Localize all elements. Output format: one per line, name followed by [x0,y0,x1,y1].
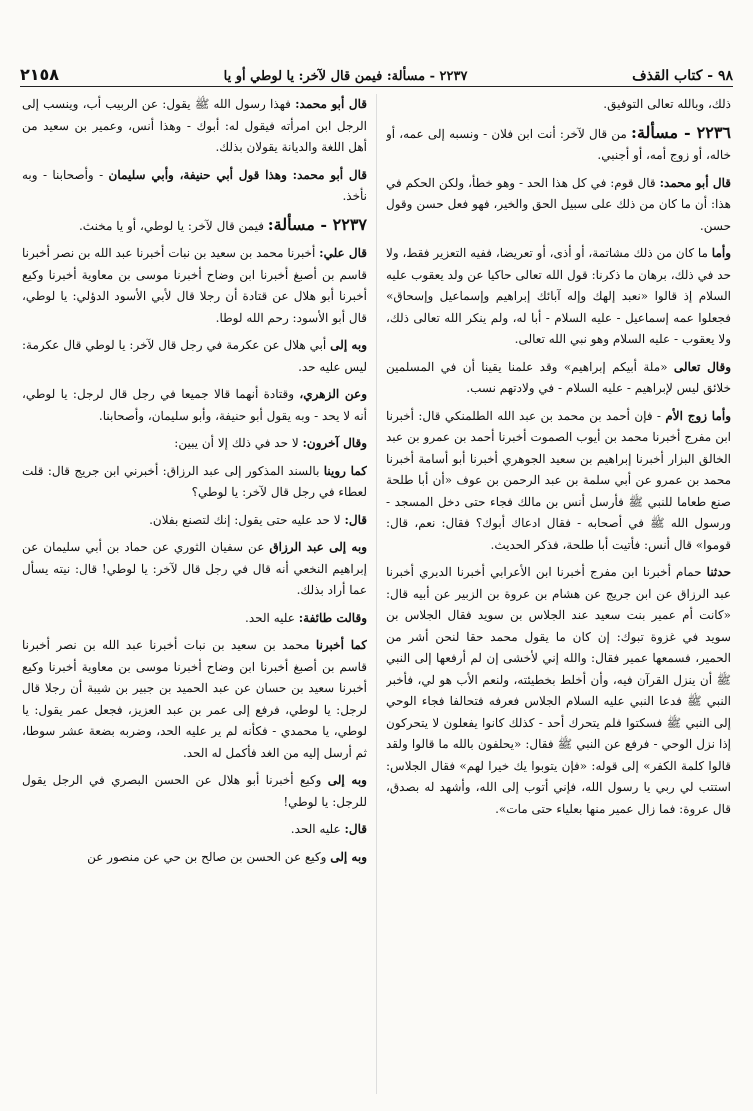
paragraph-lead: قال أبو محمد: [659,175,731,190]
paragraph-lead: وبه إلى [330,338,367,352]
left-column [22,94,367,1094]
section-heading: ٢٢٣٦ - مسألة: [631,122,731,142]
paragraph-text: قال قوم: في كل هذا الحد - وهو خطأ، ولكن الحكم في هذا: أن ما كان من ذلك على سبيل الحق والخير، فهو فعل حسن وقول حسن. [386,175,731,233]
paragraph [22,433,367,455]
paragraph-text: ما كان من ذلك مشاتمة، أو أذى، أو تعريضا، ففيه التعزير فقط، ولا حد في ذلك، برهان ما ذكرنا: قول الله تعالى حاكيا عن ولد يعقوب عليه السلام إذ قالوا «نعبد إلهك وإله آبائك إبراهيم وإسماعيل وإسحاق» فجعلوا عمه إسماعيل - عليه السلام - أبا له، ولم ينكر الله تعالى ذلك، ولا يعقوب - عليه السلام وهو نبي الله تعالى. [386,246,731,346]
paragraph [22,847,367,869]
header-rule [20,86,733,87]
paragraph [386,406,731,557]
paragraph-lead: كما روينا [323,463,367,478]
running-book-title: ٩٨ - كتاب القذف [632,68,733,84]
paragraph [22,770,367,813]
paragraph-text: عن سفيان الثوري عن حماد بن أبي سليمان عن إبراهيم النخعي أنه قال في رجل قال لآخر: يا لوطي! قال: نيته يسأل عما أراد بذلك. [22,540,367,597]
paragraph-lead: وعن الزهري، [299,387,367,401]
paragraph-text: حمام أخبرنا ابن مفرج أخبرنا ابن الأعرابي أخبرنا الدبري أخبرنا عبد الرزاق عن ابن جريج عن هشام بن عروة بن الزبير عن أبيه قال: «كانت أم عمير بنت سعيد عند الجلاس بن سويد فقال الجلاس بن سويد في غزوة تبوك: إن كان ما يقول محمد حقا لنحن أشر من الحمير، فسمعها عمير فقال: والله إني لأخشى إن لم أرفعها إلى النبي ﷺ أن ينزل القرآن فيه، وأن أخلط بخطيئته، ولنعم الأب هو لي، فأخبر النبي ﷺ فدعا النبي عليه السلام الجلاس فعرفه فتحالفا فجاء الوحي إلى النبي ﷺ فسكتوا فلم يتحرك أحد - كذلك كانوا يفعلون لا يتحركون إذا نزل الوحي - فرفع عن النبي ﷺ فقال: «يحلفون بالله ما قالوا ولقد قالوا كلمة الكفر» إلى قوله: «فإن يتوبوا يك خيرا لهم» فقال الجلاس: استتب لي ربي يا رسول الله، فإني أتوب إلى الله، وأشهد له بصدق، قال عروة: فما زال عمير منها بعلياء حتى مات». [386,565,731,816]
paragraph-lead: وبه إلى عبد الرزاق [269,540,367,554]
paragraph [386,173,731,238]
paragraph-text: عليه الحد. [290,822,345,836]
paragraph-text: لا حد في ذلك إلا أن يبين: [174,436,303,450]
paragraph [386,122,731,167]
paragraph [386,562,731,820]
paragraph-text: «ملة أبيكم إبراهيم» وقد علمنا يقينا أن في المسلمين خلائق ليس لإبراهيم - عليه السلام - في ولادتهم نسب. [386,359,731,395]
paragraph-lead: قال علي: [319,246,367,260]
paragraph [22,214,367,238]
paragraph [22,819,367,841]
paragraph-text: من قال لآخر: أنت ابن فلان - ونسبه إلى عمه، أو خاله، أو زوج أمه، أو أجنبي. [386,126,731,162]
paragraph-text: أخبرنا محمد بن سعيد بن نبات أخبرنا عبد الله بن نصر أخبرنا قاسم بن أصبغ أخبرنا ابن وضاح أخبرنا موسى بن معاوية أخبرنا وكيع أخبرنا أبو هلال عن قتادة أن رجلا قال لأبي الأسود الدؤلي: يا لوطي، قال أبو الأسود: رحم الله لوطا. [22,246,367,325]
paragraph-lead: قال أبو محمد: وهذا قول أبي حنيفة، وأبي سليمان [108,167,367,182]
paragraph-lead: وقال تعالى [673,359,731,374]
paragraph-text: - فإن أحمد بن محمد بن عبد الله الطلمنكي قال: أخبرنا ابن مفرج أخبرنا محمد بن أيوب الصموت أخبرنا أحمد بن عمرو بن عبد الخالق البزار أخبرنا إبراهيم بن سعيد الجوهري أخبرنا أبو أسامة أخبرنا محمد بن عمرو عن أبي سلمة بن عبد الرحمن بن عوف «أن أبا طلحة صنع طعاما للنبي ﷺ فأرسل أنس بن مالك فجاء حتى دخل المسجد - ورسول الله ﷺ في أصحابه - فقال ادعاك أبوك؟ فقال: نعم، قال: قوموا» قال أنس: فأتيت أبا طلحة، فذكر الحديث. [386,408,731,552]
paragraph-text: ذلك، وبالله تعالى التوفيق. [603,97,731,111]
paragraph-lead: كما أخبرنا [315,638,367,652]
paragraph [22,635,367,764]
paragraph [22,165,367,208]
paragraph-text: وكيع أخبرنا أبو هلال عن الحسن البصري في الرجل يقول للرجل: يا لوطي! [22,773,367,809]
paragraph-lead: وبه إلى [327,773,367,787]
paragraph-text: بالسند المذكور إلى عبد الرزاق: أخبرني ابن جريج قال: قلت لعطاء في رجل قال لآخر: يا لوطي؟ [22,463,367,499]
paragraph-text: محمد بن سعيد بن نبات أخبرنا عبد الله بن نصر أخبرنا قاسم بن أصبغ أخبرنا ابن وضاح أخبرنا موسى بن معاوية أخبرنا وكيع أخبرنا سعيد بن حسان عن عبد الحميد بن جبير بن شيبة أن رجلا قال لرجل: يا لوطي، فرفع إلى عمر بن عبد العزيز، فجعل عمر يقول: يا لوطي، يا محمدي - فكأنه لم ير عليه الحد، وضربه بضعة عشر سوطا، ثم أرسل إليه من الغد فأكمل له الحد. [22,638,367,760]
paragraph-lead: قال: [344,512,367,527]
section-heading: ٢٢٣٧ - مسألة: [267,214,367,234]
paragraph [22,461,367,504]
paragraph-lead: وقالت طائفة: [298,610,367,625]
paragraph [386,94,731,116]
paragraph-lead: قال أبو محمد: [295,97,367,111]
paragraph [22,510,367,532]
paragraph-lead: وأما [711,246,731,260]
right-column [386,94,731,1094]
paragraph-text: عليه الحد. [245,610,299,625]
running-section-title: ٢٢٣٧ - مسألة: فيمن قال لآخر: يا لوطي أو يا [223,69,468,84]
paragraph-lead: وقال آخرون: [302,436,367,450]
paragraph-text: فهذا رسول الله ﷺ يقول: عن الربيب أب، وينسب إلى الرجل ابن امرأته فيقول له: أبوك - وهذا أنس، وعمير بن سعيد من أهل اللغة والديانة يقولان بذلك. [22,97,367,154]
paragraph-lead: وأما زوج الأم [665,408,731,423]
page-header [20,56,733,84]
paragraph-lead: حدثنا [706,565,731,579]
paragraph [22,335,367,378]
paragraph-text: وقتادة أنهما قالا جميعا في رجل قال لرجل: يا لوطي، أنه لا يحد - وبه يقول أبو حنيفة، وأبو سليمان، وأصحابنا. [22,387,367,423]
paragraph-lead: قال: [344,822,367,836]
paragraph-text: أبي هلال عن عكرمة في رجل قال لآخر: يا لوطي قال عكرمة: ليس عليه حد. [22,338,367,374]
column-separator [376,94,377,1094]
page-number: ٢١٥٨ [20,65,60,84]
paragraph-text: وكيع عن الحسن بن صالح بن حي عن منصور عن [87,849,331,864]
paragraph-text: فيمن قال لآخر: يا لوطي، أو يا مخنث. [78,218,268,233]
paragraph-text: - وأصحابنا - وبه نأخذ. [22,167,367,203]
paragraph [386,357,731,400]
paragraph [22,243,367,329]
paragraph [22,608,367,630]
paragraph-text: لا حد عليه حتى يقول: إنك لتصنع بفلان. [149,512,345,527]
paragraph [22,384,367,427]
paragraph-lead: وبه إلى [330,849,367,864]
paragraph [22,537,367,602]
paragraph [386,243,731,351]
paragraph [22,94,367,159]
